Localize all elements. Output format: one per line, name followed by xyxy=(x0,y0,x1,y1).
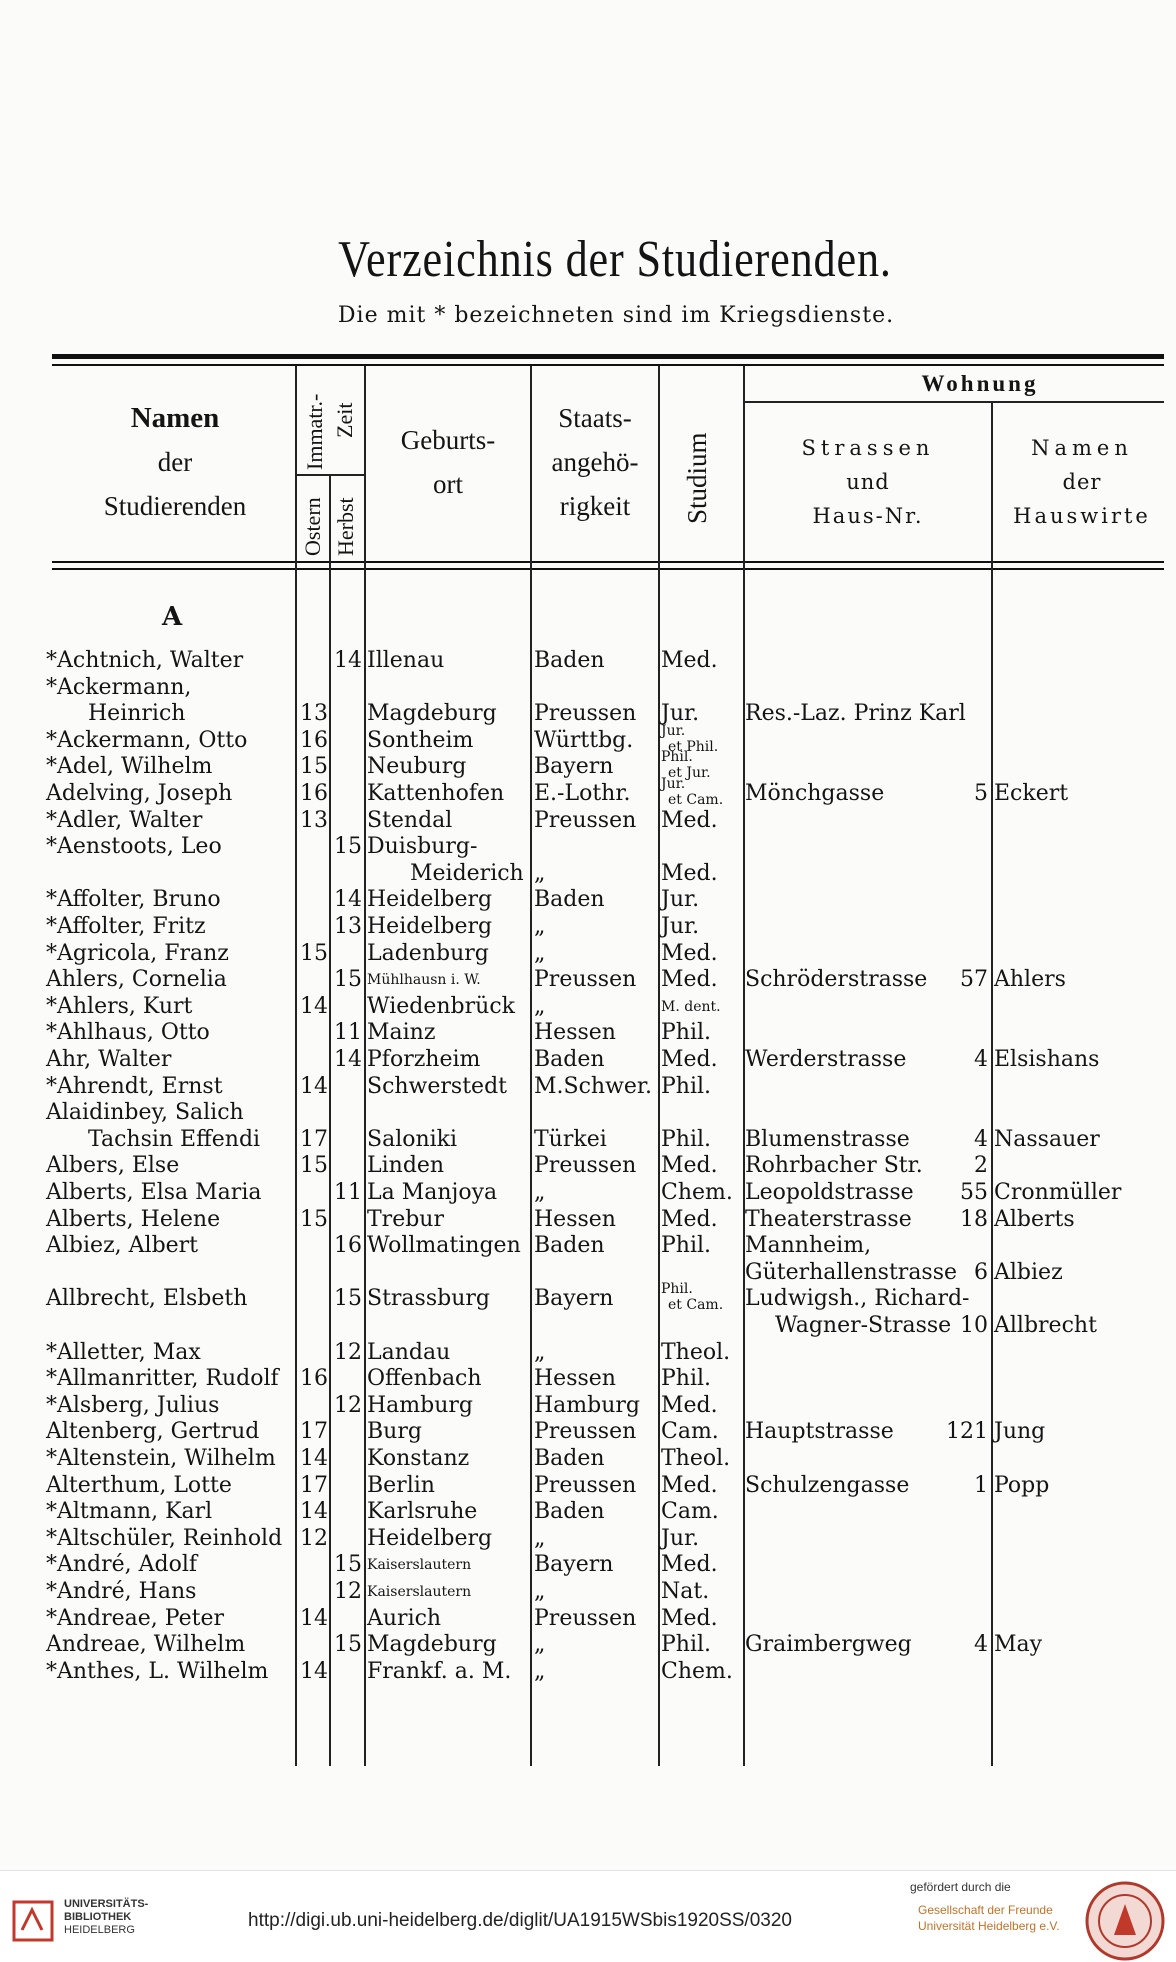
table-row xyxy=(0,1206,1176,1234)
immatr-herbst: 11 xyxy=(334,1180,362,1205)
student-name: *Affolter, Bruno xyxy=(46,887,221,913)
citizenship: Baden xyxy=(534,887,605,913)
citizenship: „ xyxy=(534,940,546,966)
header-hauswirte: Hauswirte xyxy=(1013,504,1151,528)
header-geburts: Geburts- xyxy=(400,425,496,455)
table-row xyxy=(0,1578,1176,1606)
study-field: Phil. xyxy=(661,1020,712,1046)
study-field-secondary: et Cam. xyxy=(668,1297,724,1314)
table-row xyxy=(0,1525,1176,1553)
header-bottom-rule xyxy=(52,561,1164,563)
table-row xyxy=(0,886,1176,914)
birthplace: Burg xyxy=(367,1419,422,1445)
landlord-name: Albiez xyxy=(994,1259,1063,1285)
table-row xyxy=(0,1232,1176,1260)
table-row xyxy=(0,1339,1176,1367)
table-row xyxy=(0,674,1176,702)
table-row xyxy=(0,1605,1176,1633)
street-address: Theaterstrasse xyxy=(745,1206,912,1232)
university-seal-icon xyxy=(1084,1880,1166,1962)
table-row xyxy=(0,1631,1176,1659)
birthplace: Neuburg xyxy=(367,754,467,780)
document-url[interactable]: http://digi.ub.uni-heidelberg.de/diglit/UA1915WSbis1920SS/0320 xyxy=(248,1910,792,1931)
table-row xyxy=(0,1498,1176,1526)
birthplace: Frankf. a. M. xyxy=(367,1658,512,1684)
table-row xyxy=(0,833,1176,861)
immatr-herbst: 12 xyxy=(334,1339,362,1365)
citizenship: „ xyxy=(534,1579,546,1604)
house-number: 2 xyxy=(974,1153,988,1179)
study-field: Chem. xyxy=(661,1658,733,1684)
study-field-secondary: et Jur. xyxy=(668,765,711,782)
house-number: 57 xyxy=(960,967,988,993)
landlord-name: Ahlers xyxy=(994,967,1066,993)
landlord-name: May xyxy=(994,1632,1043,1658)
student-name: Alberts, Elsa Maria xyxy=(46,1180,262,1205)
study-field: Chem. xyxy=(661,1180,733,1205)
study-field: Phil. xyxy=(661,749,693,766)
student-name: Albers, Else xyxy=(46,1153,180,1179)
study-field: Med. xyxy=(661,860,718,886)
citizenship: „ xyxy=(534,993,546,1019)
landlord-name: Nassauer xyxy=(994,1126,1100,1152)
citizenship: Baden xyxy=(534,1499,605,1525)
ub-logo-icon xyxy=(12,1900,54,1942)
immatr-herbst: 14 xyxy=(334,1047,362,1072)
citizenship: „ xyxy=(534,1632,546,1658)
sponsor-name[interactable] xyxy=(918,1902,1060,1934)
immatr-ostern: 17 xyxy=(300,1472,328,1498)
birthplace: Illenau xyxy=(367,648,445,673)
student-name: *Altenstein, Wilhelm xyxy=(46,1446,276,1471)
table-row xyxy=(0,1281,1176,1314)
birthplace: Karlsruhe xyxy=(367,1499,478,1525)
header-wohnung: Wohnung xyxy=(921,371,1039,396)
citizenship: Preussen xyxy=(534,701,637,727)
student-name: *Adler, Walter xyxy=(46,807,203,833)
table-row xyxy=(0,940,1176,968)
table-row xyxy=(0,1472,1176,1500)
citizenship: Preussen xyxy=(534,1419,637,1445)
birthplace: Kaiserslautern xyxy=(367,1584,472,1600)
citizenship: „ xyxy=(534,914,546,939)
immatr-ostern: 15 xyxy=(300,754,328,780)
table-row xyxy=(0,1365,1176,1393)
study-field: Jur. xyxy=(661,1525,700,1551)
immatr-herbst: 14 xyxy=(334,887,362,913)
student-name: Alberts, Helene xyxy=(46,1206,221,1232)
citizenship: „ xyxy=(534,1180,546,1205)
table-row xyxy=(0,1126,1176,1154)
student-name: Andreae, Wilhelm xyxy=(46,1632,246,1658)
ub-name-line-2: BIBLIOTHEK xyxy=(64,1911,132,1923)
citizenship: Preussen xyxy=(534,807,637,833)
header-staats: Staats- xyxy=(558,403,632,433)
immatr-ostern: 14 xyxy=(300,993,328,1019)
immatr-ostern: 16 xyxy=(300,1366,328,1392)
citizenship: „ xyxy=(534,1339,546,1365)
street-address: Wagner-Strasse xyxy=(775,1313,952,1338)
header-bottom-rule-thin xyxy=(52,568,1164,570)
study-field: Cam. xyxy=(661,1499,719,1525)
citizenship: Preussen xyxy=(534,1153,637,1179)
immatr-ostern: 15 xyxy=(300,1206,328,1232)
immatr-ostern: 14 xyxy=(300,1605,328,1631)
student-name: Alaidinbey, Salich xyxy=(46,1100,244,1126)
immatr-ostern: 13 xyxy=(300,807,328,833)
street-address: Rohrbacher Str. xyxy=(745,1153,923,1179)
study-field: Med. xyxy=(661,1153,718,1179)
birthplace: Konstanz xyxy=(367,1446,470,1471)
student-name: Allbrecht, Elsbeth xyxy=(46,1286,248,1312)
header-ort: ort xyxy=(433,469,463,499)
citizenship: Bayern xyxy=(534,1552,614,1578)
landlord-name: Eckert xyxy=(994,781,1069,806)
table-row xyxy=(0,1099,1176,1127)
immatr-ostern: 14 xyxy=(300,1446,328,1471)
student-name: *Adel, Wilhelm xyxy=(46,754,213,780)
header-ostern: Ostern xyxy=(300,497,325,556)
birthplace: Stendal xyxy=(367,807,453,833)
table-row xyxy=(0,1445,1176,1473)
birthplace: Mainz xyxy=(367,1020,436,1046)
immatr-herbst: 15 xyxy=(334,1552,362,1578)
immatr-ostern: 15 xyxy=(300,1153,328,1179)
header-angehoe: angehö- xyxy=(551,447,639,477)
house-number: 4 xyxy=(974,1126,988,1152)
section-letter: A xyxy=(162,602,183,632)
study-field: Med. xyxy=(661,1206,718,1232)
study-field: Med. xyxy=(661,940,718,966)
house-number: 55 xyxy=(960,1180,988,1205)
study-field: Jur. xyxy=(661,722,686,739)
table-row xyxy=(0,1259,1176,1287)
study-field: Cam. xyxy=(661,1419,719,1445)
citizenship: Preussen xyxy=(534,1605,637,1631)
study-field-secondary: et Phil. xyxy=(668,738,719,755)
student-name: *Agricola, Franz xyxy=(46,940,229,966)
study-field: Med. xyxy=(661,1047,718,1072)
sponsor-label: gefördert durch die xyxy=(910,1880,1011,1894)
birthplace: Wiedenbrück xyxy=(367,993,515,1019)
citizenship: Bayern xyxy=(534,1286,614,1312)
immatr-ostern: 12 xyxy=(300,1525,328,1551)
street-address: Leopoldstrasse xyxy=(745,1180,914,1205)
street-address: Ludwigsh., Richard- xyxy=(745,1286,970,1312)
page-subtitle: Die mit * bezeichneten sind im Kriegsdienste. xyxy=(337,303,895,328)
birthplace: Trebur xyxy=(367,1206,444,1232)
table-row xyxy=(0,1658,1176,1686)
study-field: Phil. xyxy=(661,1281,693,1298)
immatr-ostern: 16 xyxy=(300,727,328,753)
street-address: Werderstrasse xyxy=(745,1047,907,1072)
birthplace: Offenbach xyxy=(367,1366,482,1392)
birthplace: Sontheim xyxy=(367,727,474,753)
study-field: Phil. xyxy=(661,1632,712,1658)
citizenship: Baden xyxy=(534,1047,605,1072)
birthplace: Heidelberg xyxy=(367,1525,493,1551)
immatr-ostern: 14 xyxy=(300,1499,328,1525)
study-field: M. dent. xyxy=(661,998,721,1015)
citizenship: Württbg. xyxy=(534,727,634,753)
student-name: *Altmann, Karl xyxy=(46,1499,213,1525)
citizenship: „ xyxy=(534,860,546,886)
citizenship: Baden xyxy=(534,1446,605,1471)
citizenship: Preussen xyxy=(534,1472,637,1498)
student-name: *Alsberg, Julius xyxy=(46,1392,220,1418)
table-row xyxy=(0,966,1176,994)
immatr-ostern: 14 xyxy=(300,1658,328,1684)
study-field: Phil. xyxy=(661,1126,712,1152)
student-name: *Ahrendt, Ernst xyxy=(46,1073,223,1099)
landlord-name: Alberts xyxy=(994,1206,1075,1232)
birthplace: Magdeburg xyxy=(367,1632,497,1658)
street-address: Hauptstrasse xyxy=(745,1419,894,1445)
table-row xyxy=(0,1312,1176,1340)
immatr-herbst: 15 xyxy=(334,834,362,860)
student-name: Ahlers, Cornelia xyxy=(46,967,227,993)
house-number: 4 xyxy=(974,1632,988,1658)
birthplace: Strassburg xyxy=(367,1286,490,1312)
birthplace: La Manjoya xyxy=(367,1180,498,1205)
table-row xyxy=(0,776,1176,808)
citizenship: Hessen xyxy=(534,1020,616,1046)
ub-name-line-3: HEIDELBERG xyxy=(64,1924,135,1936)
birthplace: Kaiserslautern xyxy=(367,1557,472,1574)
immatr-herbst: 15 xyxy=(334,967,362,993)
study-field: Med. xyxy=(661,648,718,673)
student-name: Heinrich xyxy=(88,701,186,727)
study-field: Phil. xyxy=(661,1366,712,1392)
birthplace: Hamburg xyxy=(367,1392,474,1418)
table-row xyxy=(0,913,1176,941)
student-name: *Altschüler, Reinhold xyxy=(46,1525,283,1551)
birthplace: Meiderich xyxy=(410,860,524,886)
header-rigkeit: rigkeit xyxy=(559,491,631,521)
birthplace: Mühlhausn i. W. xyxy=(367,972,481,989)
house-number: 4 xyxy=(974,1047,988,1072)
header-strassen: Strassen xyxy=(801,436,935,460)
birthplace: Aurich xyxy=(367,1605,442,1631)
citizenship: M.Schwer. xyxy=(534,1073,653,1099)
citizenship: „ xyxy=(534,1525,546,1551)
study-field: Jur. xyxy=(661,887,700,913)
citizenship: Preussen xyxy=(534,967,637,993)
study-field: Theol. xyxy=(661,1339,731,1365)
street-address: Res.-Laz. Prinz Karl xyxy=(745,701,966,727)
table-row xyxy=(0,807,1176,835)
student-name: *Ackermann, Otto xyxy=(46,727,248,753)
citizenship: Türkei xyxy=(534,1126,607,1152)
student-name: Tachsin Effendi xyxy=(88,1126,261,1152)
study-field: Jur. xyxy=(661,701,700,727)
table-row xyxy=(0,1073,1176,1101)
citizenship: Baden xyxy=(534,648,605,673)
ub-name-line-1: UNIVERSITÄTS- xyxy=(64,1898,149,1910)
student-name: *Ahlers, Kurt xyxy=(46,993,193,1019)
study-field: Med. xyxy=(661,1472,718,1498)
birthplace: Berlin xyxy=(367,1472,435,1498)
landlord-name: Elsishans xyxy=(994,1047,1100,1072)
student-name: *Achtnich, Walter xyxy=(46,648,244,673)
student-name: *Andreae, Peter xyxy=(46,1605,225,1631)
study-field: Med. xyxy=(661,1605,718,1631)
student-name: *Ahlhaus, Otto xyxy=(46,1020,210,1046)
study-field: Med. xyxy=(661,967,718,993)
immatr-herbst: 15 xyxy=(334,1632,362,1658)
student-name: *André, Adolf xyxy=(46,1552,198,1578)
landlord-name: Cronmüller xyxy=(994,1180,1122,1205)
house-number: 1 xyxy=(974,1472,988,1498)
page-title: Verzeichnis der Studierenden. xyxy=(338,231,892,288)
immatr-ostern: 17 xyxy=(300,1126,328,1152)
street-address: Mannheim, xyxy=(745,1233,872,1259)
table-row xyxy=(0,1392,1176,1420)
header-namen-wirte: Namen xyxy=(1031,436,1133,460)
birthplace: Pforzheim xyxy=(367,1047,481,1072)
immatr-ostern: 15 xyxy=(300,940,328,966)
landlord-name: Allbrecht xyxy=(994,1313,1097,1338)
immatr-herbst: 16 xyxy=(334,1233,362,1259)
study-field: Med. xyxy=(661,807,718,833)
table-row xyxy=(0,1046,1176,1074)
landlord-name: Popp xyxy=(994,1472,1050,1498)
birthplace: Wollmatingen xyxy=(367,1233,521,1259)
immatr-ostern: 16 xyxy=(300,781,328,806)
citizenship: Hamburg xyxy=(534,1392,641,1418)
street-address: Güterhallenstrasse xyxy=(745,1259,958,1285)
citizenship: „ xyxy=(534,1658,546,1684)
student-name: Adelving, Joseph xyxy=(46,781,233,806)
table-row xyxy=(0,1019,1176,1047)
immatr-herbst: 15 xyxy=(334,1286,362,1312)
table-row xyxy=(0,1152,1176,1180)
study-field: Theol. xyxy=(661,1446,731,1471)
street-address: Schulzengasse xyxy=(745,1472,910,1498)
header-und: und xyxy=(846,470,890,494)
house-number: 121 xyxy=(946,1419,988,1445)
student-name: Albiez, Albert xyxy=(46,1233,199,1259)
table-row xyxy=(0,993,1176,1021)
sponsor-name-line-1: Gesellschaft der Freunde xyxy=(918,1903,1053,1917)
citizenship: Baden xyxy=(534,1233,605,1259)
student-name: Ahr, Walter xyxy=(46,1047,172,1072)
table-row xyxy=(0,860,1176,888)
table-row xyxy=(0,1179,1176,1207)
birthplace: Linden xyxy=(367,1153,445,1179)
sponsor-name-line-2: Universität Heidelberg e.V. xyxy=(918,1919,1060,1933)
header-namen: Namen xyxy=(130,402,220,434)
birthplace: Landau xyxy=(367,1339,451,1365)
citizenship: E.-Lothr. xyxy=(534,781,631,806)
citizenship: Hessen xyxy=(534,1366,616,1392)
table-row xyxy=(0,1551,1176,1579)
immatr-herbst: 12 xyxy=(334,1392,362,1418)
study-field: Nat. xyxy=(661,1579,710,1604)
study-field: Med. xyxy=(661,1552,718,1578)
ub-name xyxy=(64,1898,148,1937)
birthplace: Duisburg- xyxy=(367,834,478,860)
study-field: Jur. xyxy=(661,776,686,792)
header-der: der xyxy=(157,447,193,477)
birthplace: Heidelberg xyxy=(367,914,493,939)
immatr-herbst: 12 xyxy=(334,1579,362,1604)
citizenship: Bayern xyxy=(534,754,614,780)
table-row xyxy=(0,722,1176,755)
immatr-herbst: 13 xyxy=(334,914,362,939)
birthplace: Kattenhofen xyxy=(367,781,505,806)
student-name: *Affolter, Fritz xyxy=(46,914,206,939)
student-name: Alterthum, Lotte xyxy=(46,1472,232,1498)
student-name: *Aenstoots, Leo xyxy=(46,834,222,860)
birthplace: Heidelberg xyxy=(367,887,493,913)
study-field: Phil. xyxy=(661,1233,712,1259)
street-address: Graimbergweg xyxy=(745,1632,912,1658)
table-row xyxy=(0,1418,1176,1446)
header-top-rule xyxy=(52,354,1164,359)
birthplace: Schwerstedt xyxy=(367,1073,508,1099)
birthplace: Ladenburg xyxy=(367,940,489,966)
student-name: *Allmanritter, Rudolf xyxy=(46,1366,279,1392)
landlord-name: Jung xyxy=(994,1419,1046,1445)
birthplace: Magdeburg xyxy=(367,701,497,727)
student-name: Altenberg, Gertrud xyxy=(46,1419,260,1445)
birthplace: Saloniki xyxy=(367,1126,458,1152)
house-number: 10 xyxy=(960,1313,988,1338)
immatr-ostern: 14 xyxy=(300,1073,328,1099)
citizenship: Hessen xyxy=(534,1206,616,1232)
house-number: 5 xyxy=(974,781,988,806)
header-studium: Studium xyxy=(682,432,712,524)
student-name: *André, Hans xyxy=(46,1579,197,1604)
header-immatr: Immatr.- xyxy=(302,393,327,470)
header-hausnr: Haus-Nr. xyxy=(812,504,924,528)
student-name: *Alletter, Max xyxy=(46,1339,201,1365)
header-herbst: Herbst xyxy=(333,497,358,556)
street-address: Blumenstrasse xyxy=(745,1126,910,1152)
immatr-herbst: 14 xyxy=(334,648,362,673)
immatr-ostern: 17 xyxy=(300,1419,328,1445)
study-field: Phil. xyxy=(661,1073,712,1099)
header-der-wirte: der xyxy=(1062,470,1102,494)
student-name: *Ackermann, xyxy=(46,674,192,700)
immatr-ostern: 13 xyxy=(300,701,328,727)
table-row xyxy=(0,749,1176,782)
table-row xyxy=(0,700,1176,728)
study-field: Jur. xyxy=(661,914,700,939)
house-number: 18 xyxy=(960,1206,988,1232)
immatr-herbst: 11 xyxy=(334,1020,362,1046)
street-address: Mönchgasse xyxy=(745,781,885,806)
table-row xyxy=(0,647,1176,675)
street-address: Schröderstrasse xyxy=(745,967,928,993)
student-name: *Anthes, L. Wilhelm xyxy=(46,1658,269,1684)
header-zeit: Zeit xyxy=(332,402,357,438)
study-field-secondary: et Cam. xyxy=(668,792,724,808)
study-field: Med. xyxy=(661,1392,718,1418)
header-studierenden: Studierenden xyxy=(103,491,247,521)
house-number: 6 xyxy=(974,1259,988,1285)
